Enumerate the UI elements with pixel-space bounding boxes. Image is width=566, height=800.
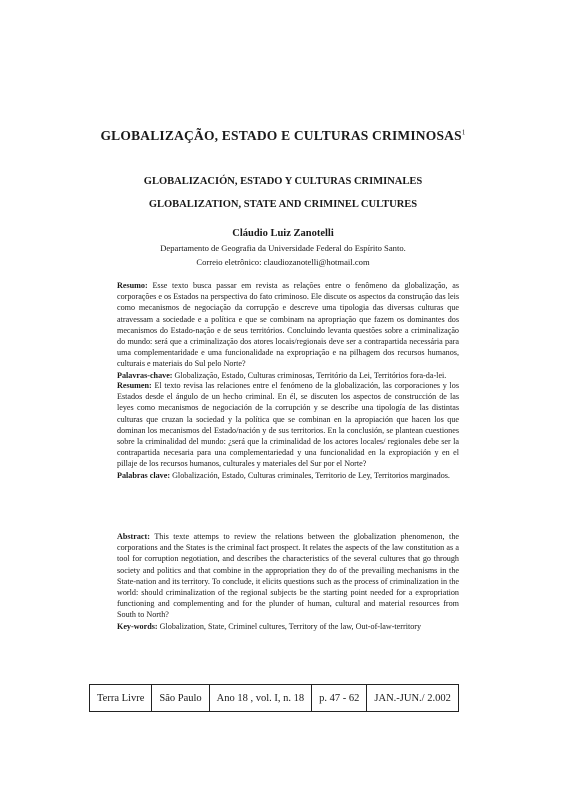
title-portuguese-text: GLOBALIZAÇÃO, ESTADO E CULTURAS CRIMINOSAS <box>100 128 462 143</box>
journal-footer-table <box>89 684 459 712</box>
palabras-clave-text: Globalización, Estado, Culturas criminales, Territorio de Ley, Territorios marginados. <box>172 470 450 480</box>
abstract-portuguese <box>117 280 459 381</box>
resumo-label: Resumo: <box>117 281 148 290</box>
title-portuguese <box>0 128 566 144</box>
keywords-spanish <box>117 470 459 481</box>
abstract-text: This texte attemps to review the relations between the globalization phenomenon, the corporations and the States is the criminal fact prospect. It relates the aspects of the law constitution as a tool for corruption negotiation, and describes the characteristics of the several cultures that go through society and politics and that combine in the appropriation they do of the prevailing mechanisms in the State-nation and its territory. To conclude, it elicits questions such as the process of criminalization in the world: should criminalization of the regional subjects be the starting point needed for a expropriation functioning and complementing and for the plunder of human, cultural and material resources from South to North? <box>117 532 459 620</box>
author-email: Correio eletrônico: claudiozanotelli@hotmail.com <box>196 257 370 267</box>
resumen-text: El texto revisa las relaciones entre el fenómeno de la globalización, las corporaciones y los Estados desde el ángulo de un hecho criminal. En él, se discuten los aspectos de construcción de las leyes como mecanismos de negociación de la corrupción y se describe una tipología de las distintas culturas que cruzan la sociedad y la política que se combinan en la apropiación que hacen los que dominan los mecanismos del Estado/nación y de sus territorios. En la conclusión, se plantean cuestiones sobre la criminalidad del mundo: ¿será que la criminalidad de los actores locales/ regionales debe ser la contrapartida necesaria para una complementariedad y una funcionalidad en la expropiación y en el pillaje de los recursos humanos, culturales y materiales del Sur por el Norte? <box>117 381 460 469</box>
palavras-chave-text: Globalização, Estado, Culturas criminosas, Território da Lei, Territórios fora-da-lei. <box>174 370 447 380</box>
palavras-chave-label: Palavras-chave: <box>117 370 173 380</box>
author-name: Cláudio Luiz Zanotelli <box>232 228 334 239</box>
key-words-label: Key-words: <box>117 621 158 631</box>
title-english: GLOBALIZATION, STATE AND CRIMINEL CULTURES <box>148 199 418 210</box>
resumo-text: Esse texto busca passar em revista as relações entre o fenômeno da globalização, as corporações e os Estados na perspectiva do fato criminoso. Ele discute os aspectos da construção das leis como mecanismos de negociação da corrupção e descreve uma tipologia das diversas culturas que atravessam a sociedade e a política e que se combinam na apropriação que fazem os dominantes dos mecanismos do Estado-nação e de seus territórios. Concluindo levanta questões sobre a criminalização do mundo: será que a criminalização dos atores locais/regionais deve ser a contrapartida necessária para uma complementaridade e uma funcionalidade na expropriação e na pilhagem dos recursos humanos, culturais e materiais do Sul pelo Norte? <box>117 281 460 369</box>
resumen-label: Resumen: <box>117 381 152 390</box>
abstract-english <box>117 531 459 632</box>
palabras-clave-label: Palabras clave: <box>117 470 171 480</box>
footer-pages: p. 47 - 62 <box>312 685 367 712</box>
abstract-label: Abstract: <box>117 532 150 541</box>
footnote-marker: 1 <box>461 128 466 137</box>
key-words-text: Globalization, State, Criminel cultures, Territory of the law, Out-of-law-territory <box>159 621 422 631</box>
footer-city: São Paulo <box>152 685 209 712</box>
abstract-spanish <box>117 380 459 481</box>
keywords-english <box>117 621 459 632</box>
title-spanish: GLOBALIZACIÓN, ESTADO Y CULTURAS CRIMINALES <box>143 176 423 187</box>
footer-volume: Ano 18 , vol. I, n. 18 <box>209 685 312 712</box>
journal-footer-row <box>90 685 459 712</box>
footer-journal: Terra Livre <box>90 685 152 712</box>
footer-date: JAN.-JUN./ 2.002 <box>367 685 458 712</box>
author-department: Departamento de Geografia da Universidade Federal do Espírito Santo. <box>160 243 406 253</box>
